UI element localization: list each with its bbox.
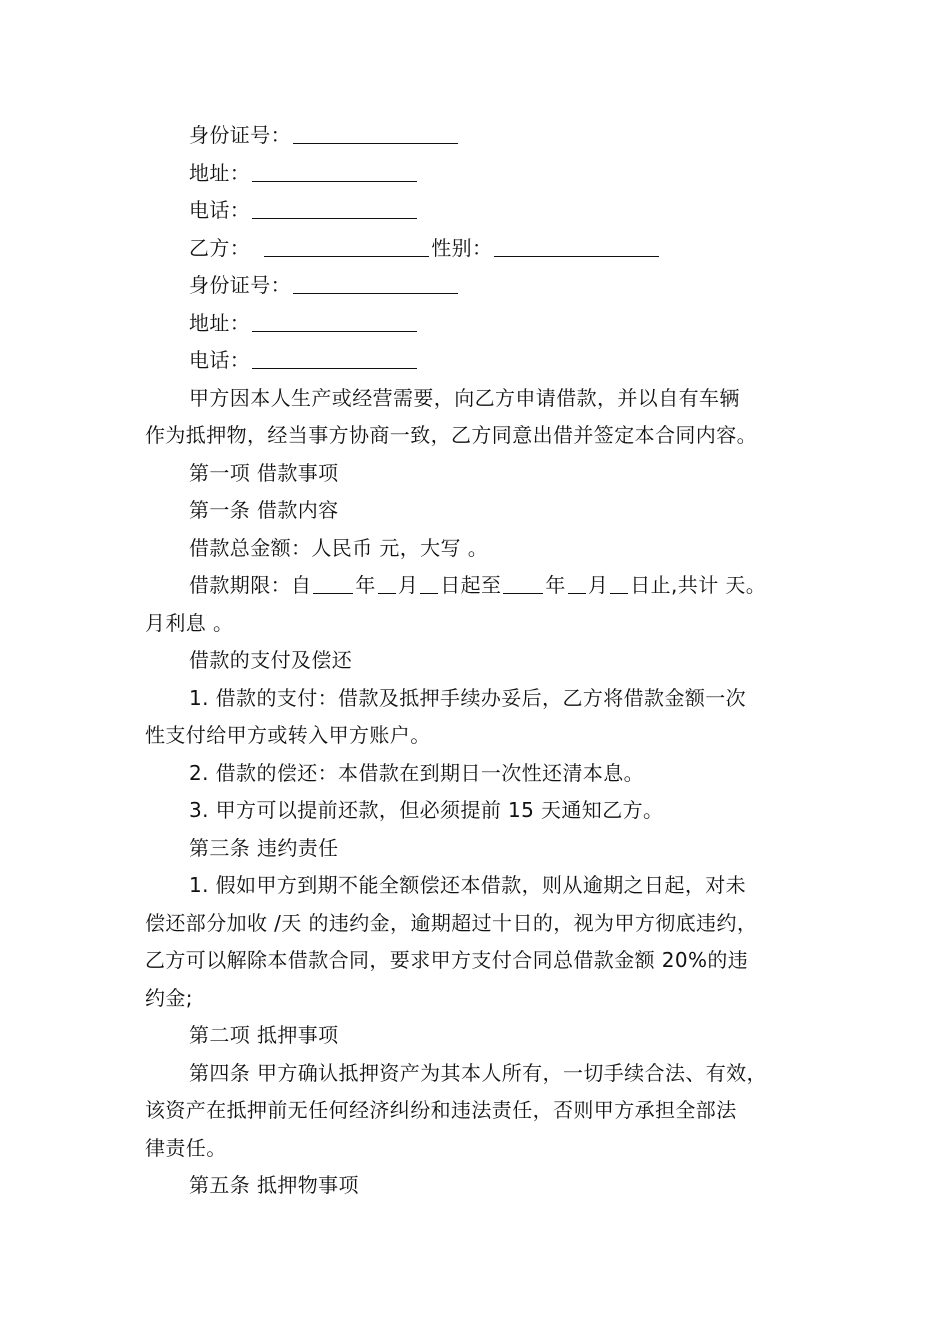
party-a-id-label: 身份证号： xyxy=(189,123,291,147)
article-4-line-3: 律责任。 xyxy=(145,1135,227,1160)
party-b-gender-label: 性别： xyxy=(431,235,493,260)
article-3-line-4: 约金; xyxy=(145,985,193,1010)
article-3-line-1: 1. 假如甲方到期不能全额偿还本借款，则从逾期之日起，对未 xyxy=(189,873,747,897)
end-month-blank xyxy=(568,573,586,594)
payment-item-3: 3. 甲方可以提前还款，但必须提前 15 天通知乙方。 xyxy=(189,798,664,822)
end-day-blank xyxy=(610,573,628,594)
party-a-phone-blank xyxy=(252,198,417,219)
party-a-address-label: 地址： xyxy=(189,160,251,185)
party-b-label: 乙方： xyxy=(189,235,251,260)
start-month-label: 月 xyxy=(397,573,419,597)
section-1-title: 第一项 借款事项 xyxy=(189,460,339,485)
party-b-address-label: 地址： xyxy=(189,310,251,335)
article-3-line-3: 乙方可以解除本借款合同，要求甲方支付合同总借款金额 20%的违 xyxy=(145,948,749,972)
end-month-label: 月 xyxy=(587,573,609,597)
start-day-blank xyxy=(420,573,438,594)
party-b-address-line xyxy=(145,305,815,343)
article-5-title: 第五条 抵押物事项 xyxy=(189,1173,359,1197)
party-b-phone-line xyxy=(145,342,815,380)
payment-item-1-line-1: 1. 借款的支付：借款及抵押手续办妥后，乙方将借款金额一次 xyxy=(189,685,747,710)
party-a-id-line xyxy=(145,117,815,155)
party-a-id-blank xyxy=(293,123,458,144)
start-year-label: 年 xyxy=(355,573,376,597)
party-a-address-line xyxy=(145,155,815,193)
party-b-id-line xyxy=(145,267,815,305)
loan-term-prefix: 借款期限：自 xyxy=(189,573,312,597)
payment-title: 借款的支付及偿还 xyxy=(189,648,353,672)
party-b-id-label: 身份证号： xyxy=(189,273,291,297)
article-4-line-1: 第四条 甲方确认抵押资产为其本人所有，一切手续合法、有效， xyxy=(189,1060,767,1085)
end-year-label: 年 xyxy=(545,573,566,597)
loan-amount-line: 借款总金额：人民币 元，大写 。 xyxy=(189,535,489,560)
article-1-title: 第一条 借款内容 xyxy=(189,498,339,522)
party-a-phone-line xyxy=(145,192,815,230)
party-b-line xyxy=(145,230,815,268)
loan-term-line xyxy=(145,567,815,605)
monthly-interest-line: 月利息 。 xyxy=(145,610,234,635)
article-3-line-2: 偿还部分加收 /天 的违约金，逾期超过十日的，视为甲方彻底违约， xyxy=(145,910,758,935)
intro-line-1: 甲方因本人生产或经营需要，向乙方申请借款，并以自有车辆 xyxy=(189,385,740,410)
party-b-id-blank xyxy=(293,273,458,294)
payment-item-1-line-2: 性支付给甲方或转入甲方账户。 xyxy=(145,723,431,747)
party-a-address-blank xyxy=(252,161,417,182)
party-b-phone-label: 电话： xyxy=(189,348,251,372)
party-b-address-blank xyxy=(252,311,417,332)
contract-body xyxy=(145,117,815,1205)
start-month-blank xyxy=(378,573,396,594)
party-b-phone-blank xyxy=(252,348,417,369)
payment-item-2: 2. 借款的偿还：本借款在到期日一次性还清本息。 xyxy=(189,760,645,785)
article-3-title: 第三条 违约责任 xyxy=(189,835,339,860)
party-b-name-blank xyxy=(264,236,429,257)
party-b-gender-blank xyxy=(494,236,659,257)
article-4-line-2: 该资产在抵押前无任何经济纠纷和违法责任，否则甲方承担全部法 xyxy=(145,1098,737,1122)
party-a-phone-label: 电话： xyxy=(189,198,251,222)
end-day-label: 日止,共计 天。 xyxy=(630,573,767,597)
section-2-title: 第二项 抵押事项 xyxy=(189,1023,339,1047)
start-day-label: 日起至 xyxy=(440,573,502,597)
intro-line-2: 作为抵押物，经当事方协商一致，乙方同意出借并签定本合同内容。 xyxy=(145,423,757,447)
end-year-blank xyxy=(503,573,543,594)
start-year-blank xyxy=(313,573,353,594)
